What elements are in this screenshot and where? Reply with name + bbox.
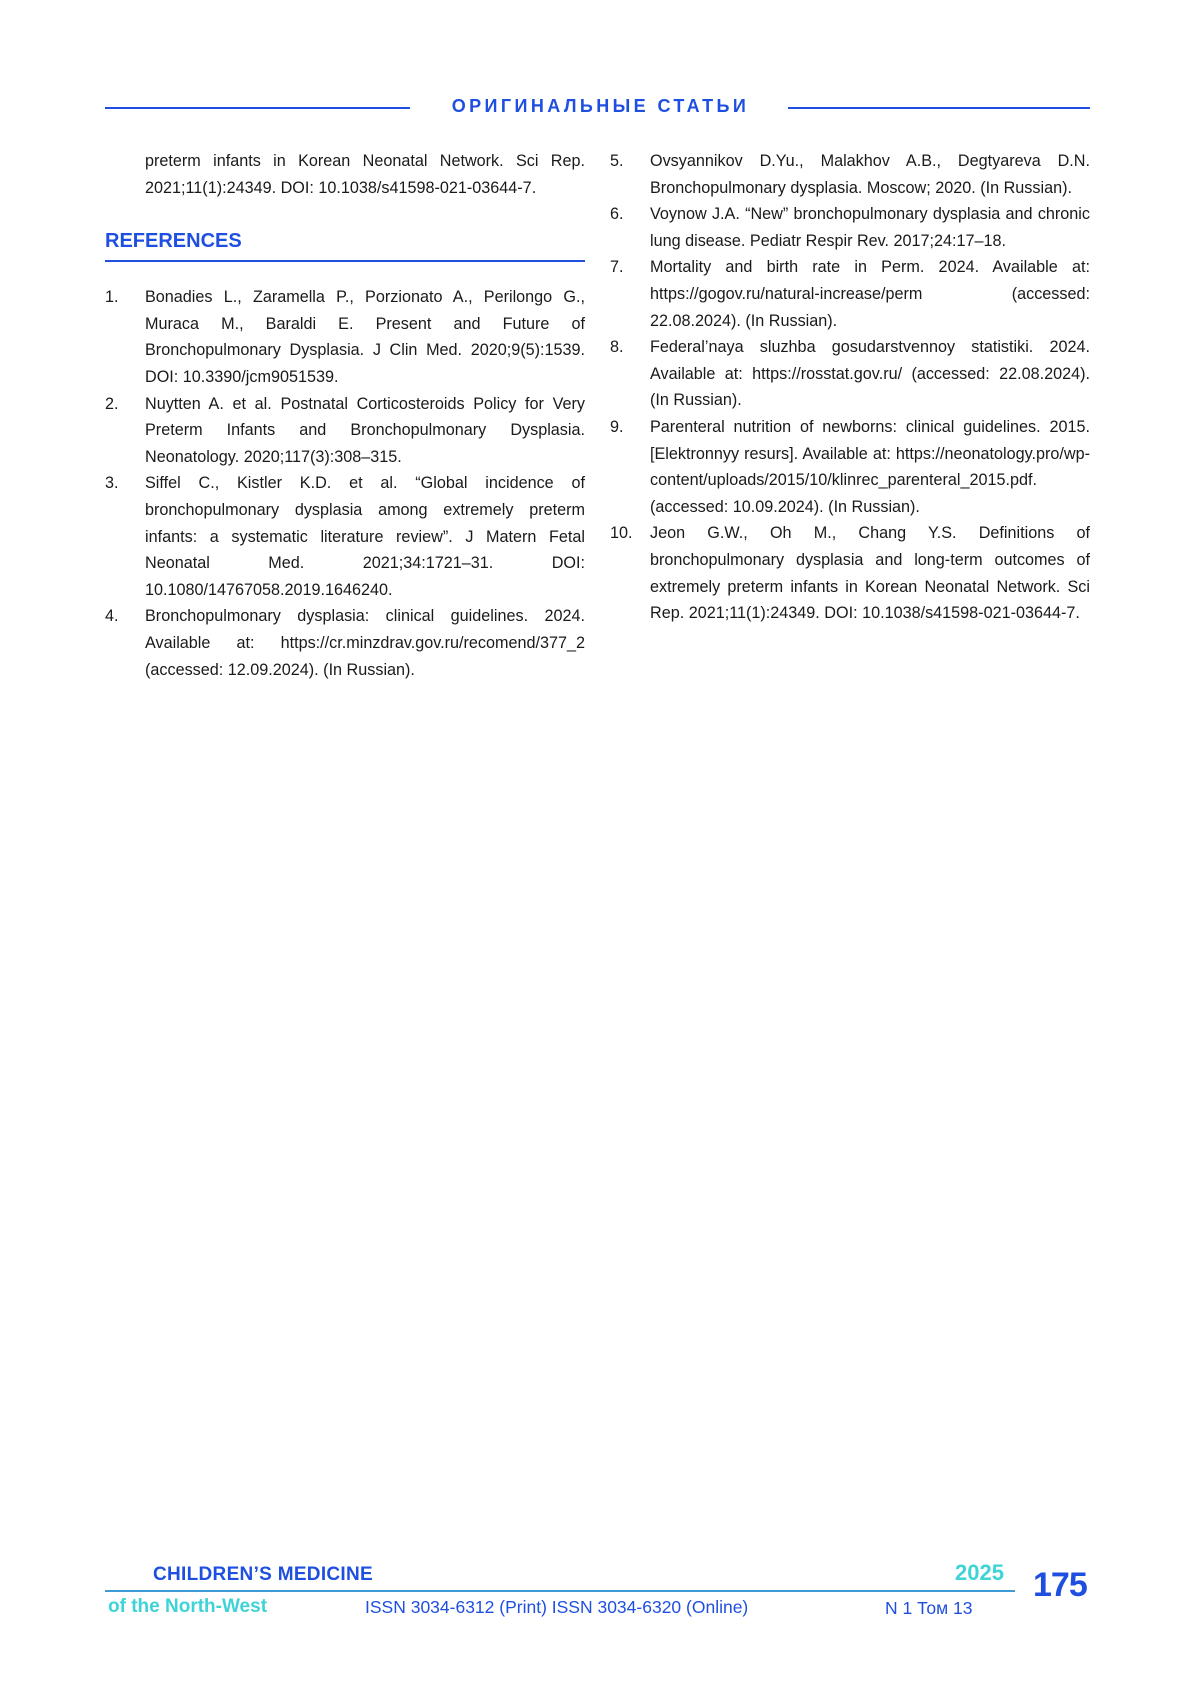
section-title: ОРИГИНАЛЬНЫЕ СТАТЬИ (451, 96, 750, 116)
reference-item (105, 391, 585, 471)
references-rule (105, 260, 585, 262)
page-footer (105, 1560, 1090, 1630)
references-list-right (610, 148, 1090, 627)
reference-number: 2. (105, 394, 119, 413)
reference-item (610, 148, 1090, 201)
reference-text: Mortality and birth rate in Perm. 2024. Available at: https://gogov.ru/natural-increase/perm (accessed: 22.08.2024). (In Russian). (650, 258, 1090, 330)
header-rule-right (788, 107, 1090, 109)
reference-item (105, 284, 585, 390)
reference-number: 6. (610, 205, 624, 224)
section-header (105, 96, 1090, 120)
reference-item (610, 201, 1090, 254)
references-heading: REFERENCES (105, 230, 242, 253)
reference-item (105, 470, 585, 603)
page-number: 175 (1033, 1566, 1087, 1604)
reference-item (610, 254, 1090, 334)
reference-text: Bronchopulmonary dysplasia: clinical guidelines. 2024. Available at: https://cr.minzdrav.gov.ru/recomend/377_2 (accessed: 12.09.2024). (In Russian). (145, 607, 585, 679)
reference-number: 10. (610, 524, 633, 543)
reference-text: Siffel C., Kistler K.D. et al. “Global incidence of bronchopulmonary dysplasia among extremely preterm infants: a systematic literature review”. J Matern Fetal Neonatal Med. 2021;34:1721–31. DOI: 10.1080/14767058.2019.1646240. (145, 474, 585, 599)
reference-text: Nuytten A. et al. Postnatal Corticosteroids Policy for Very Preterm Infants and Bronchopulmonary Dysplasia. Neonatology. 2020;117(3):308–315. (145, 394, 585, 466)
issn-text: ISSN 3034-6312 (Print) ISSN 3034-6320 (Online) (365, 1597, 749, 1617)
reference-number: 8. (610, 338, 624, 357)
reference-text: Jeon G.W., Oh M., Chang Y.S. Definitions of bronchopulmonary dysplasia and long-term outcomes of extremely preterm infants in Korean Neonatal Network. Sci Rep. 2021;11(1):24349. DOI: 10.1038/s41598-021-03644-7. (650, 524, 1090, 623)
journal-title-line1: CHILDREN’S MEDICINE (153, 1564, 373, 1585)
left-column (105, 148, 585, 683)
continuation-text: preterm infants in Korean Neonatal Network. Sci Rep. 2021;11(1):24349. DOI: 10.1038/s41598-021-03644-7. (145, 152, 585, 197)
reference-number: 3. (105, 474, 119, 493)
reference-item (610, 414, 1090, 520)
reference-text: Bonadies L., Zaramella P., Porzionato A., Perilongo G., Muraca M., Baraldi E. Present and Future of Bronchopulmonary Dysplasia. J Clin Med. 2020;9(5):1539. DOI: 10.3390/jcm9051539. (145, 288, 585, 386)
reference-number: 5. (610, 152, 624, 170)
reference-number: 4. (105, 607, 119, 626)
reference-item (610, 520, 1090, 626)
issue-year: 2025 (955, 1560, 1004, 1585)
reference-text: Parenteral nutrition of newborns: clinical guidelines. 2015. [Elektronnyy resurs]. Available at: https://neonatology.pro/wp-content/uploads/2015/10/klinrec_parenteral_2015.pdf. (accessed: 10.09.2024). (In Russian). (650, 417, 1090, 516)
reference-item (610, 334, 1090, 414)
header-rule-left (105, 107, 410, 109)
reference-text: Voynow J.A. “New” bronchopulmonary dysplasia and chronic lung disease. Pediatr Respir Rev. 2017;24:17–18. (650, 205, 1090, 250)
references-list-left (105, 284, 585, 683)
reference-item (105, 603, 585, 683)
reference-text: Ovsyannikov D.Yu., Malakhov A.B., Degtyareva D.N. Bronchopulmonary dysplasia. Moscow; 2020. (In Russian). (650, 152, 1090, 197)
right-column (610, 148, 1090, 627)
reference-number: 9. (610, 417, 624, 436)
reference-number: 7. (610, 258, 624, 277)
journal-title-line2: of the North-West (108, 1596, 268, 1617)
reference-number: 1. (105, 288, 119, 307)
issue-number: N 1 Том 13 (885, 1598, 973, 1618)
reference-text: Federal’naya sluzhba gosudarstvennoy statistiki. 2024. Available at: https://rosstat.gov.ru/ (accessed: 22.08.2024). (In Russian). (650, 338, 1090, 410)
footer-rule (105, 1590, 1015, 1592)
